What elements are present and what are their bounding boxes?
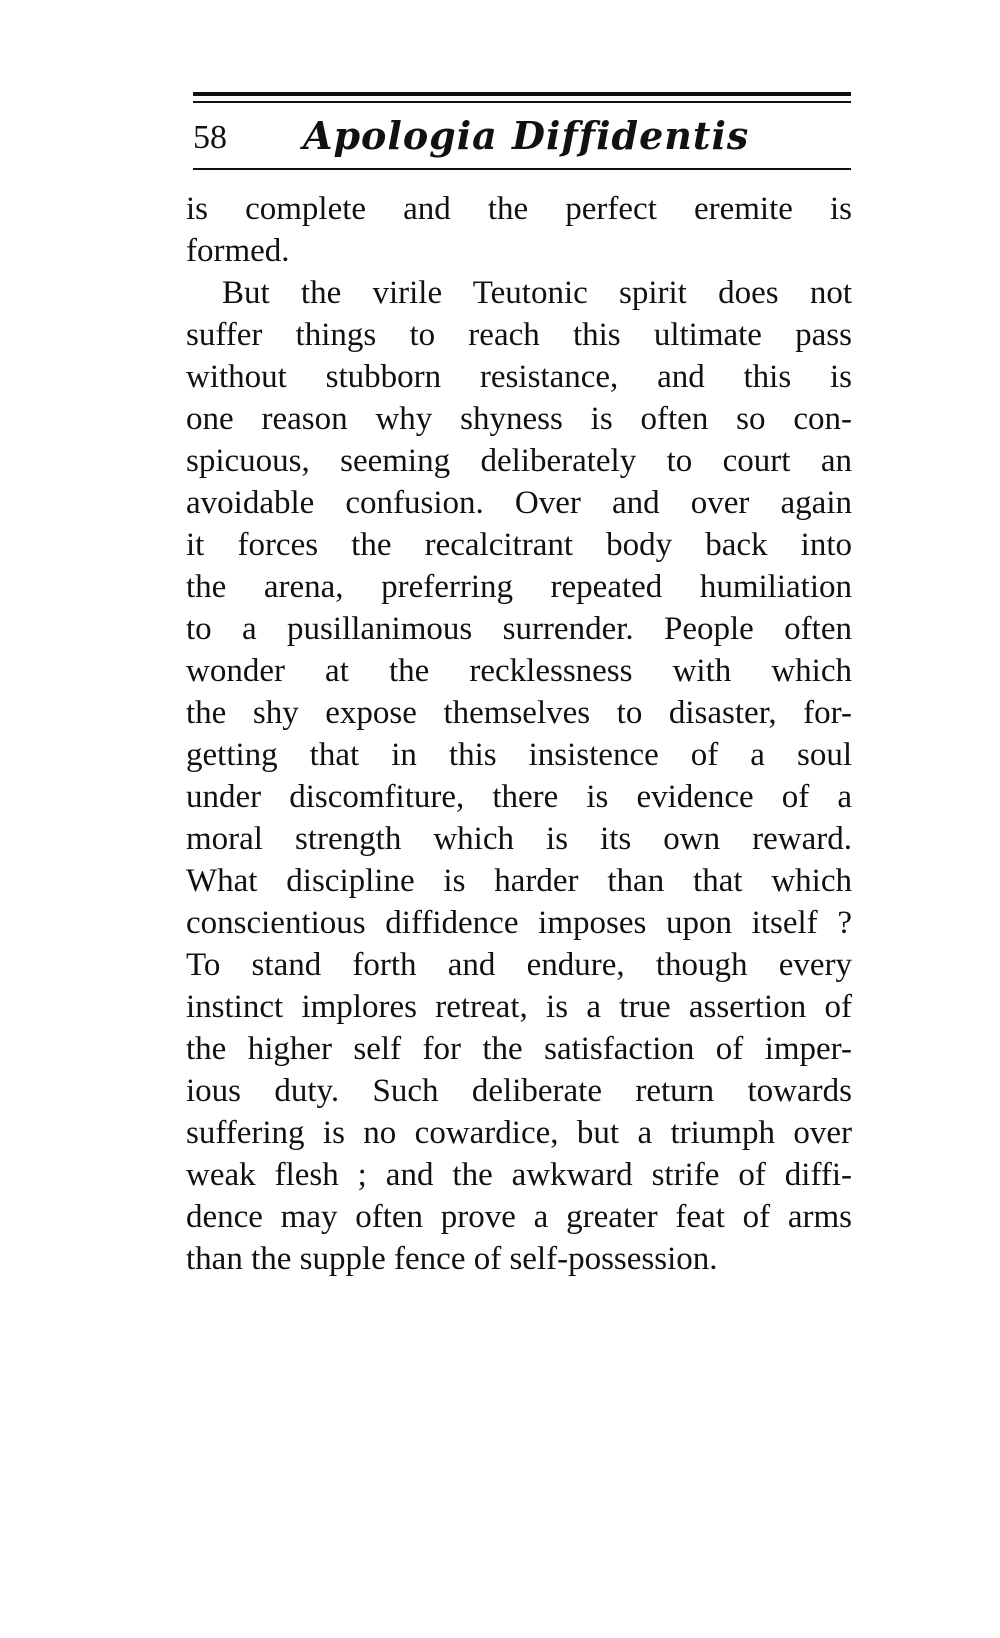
paragraph-first-line: But the virile Teutonic spirit does not	[222, 275, 852, 311]
text-line: to a pusillanimous surrender. People often	[186, 611, 852, 647]
page-number: 58	[193, 119, 227, 156]
text-line: suffering is no cowardice, but a triumph over	[186, 1115, 852, 1151]
text-line: To stand forth and endure, though every	[186, 947, 852, 983]
text-line: weak flesh ; and the awkward strife of diffi-	[186, 1157, 852, 1193]
text-line: moral strength which is its own reward.	[186, 821, 852, 857]
header-rule-thin	[193, 101, 851, 103]
text-line: the arena, preferring repeated humiliation	[186, 569, 852, 605]
text-line: it forces the recalcitrant body back into	[186, 527, 852, 563]
text-line: formed.	[186, 233, 290, 269]
text-line: one reason why shyness is often so con-	[186, 401, 852, 437]
text-line: ious duty. Such deliberate return towards	[186, 1073, 852, 1109]
text-line: wonder at the recklessness with which	[186, 653, 852, 689]
running-header	[193, 112, 851, 164]
text-line: conscientious diffidence imposes upon itself ?	[186, 905, 852, 941]
text-line: is complete and the perfect eremite is	[186, 191, 852, 227]
header-rule-thick	[193, 92, 851, 96]
text-line: without stubborn resistance, and this is	[186, 359, 852, 395]
text-line: the shy expose themselves to disaster, for-	[186, 695, 852, 731]
text-line: the higher self for the satisfaction of imper-	[186, 1031, 852, 1067]
running-title: Apologia Diffidentis	[303, 113, 750, 158]
text-line: spicuous, seeming deliberately to court an	[186, 443, 852, 479]
text-line: avoidable confusion. Over and over again	[186, 485, 852, 521]
text-line: What discipline is harder than that which	[186, 863, 852, 899]
text-line: suffer things to reach this ultimate pass	[186, 317, 852, 353]
text-line: instinct implores retreat, is a true assertion of	[186, 989, 852, 1025]
header-rule-under	[193, 168, 851, 170]
text-line: getting that in this insistence of a soul	[186, 737, 852, 773]
text-line: than the supple fence of self-possession.	[186, 1241, 718, 1277]
text-line: under discomfiture, there is evidence of a	[186, 779, 852, 815]
text-line: dence may often prove a greater feat of arms	[186, 1199, 852, 1235]
body-text	[186, 188, 852, 1280]
